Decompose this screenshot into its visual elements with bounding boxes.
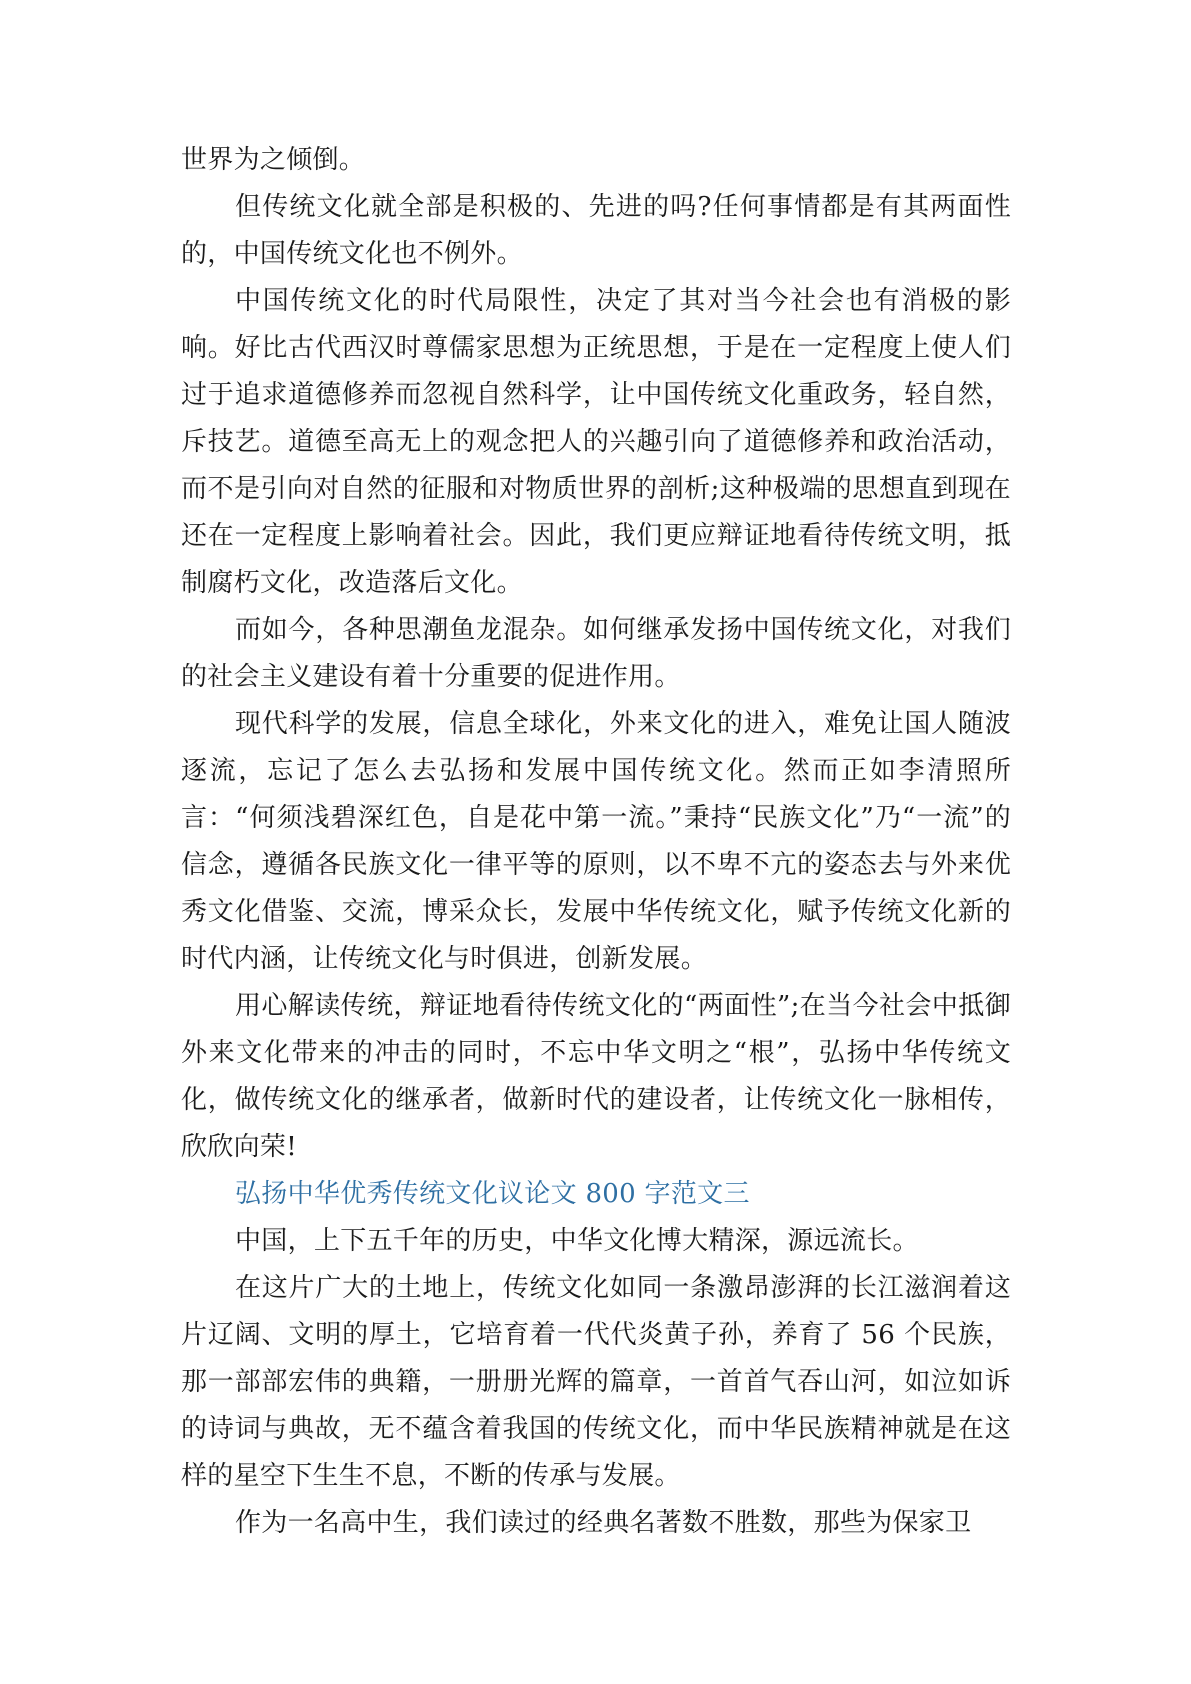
paragraph: 用心解读传统，辩证地看待传统文化的“两面性”;在当今社会中抵御外来文化带来的冲击的同时，不忘中华文明之“根”，弘扬中华传统文化，做传统文化的继承者，做新时代的建设者，让传统文化一脉相传，欣欣向荣! [181,991,1011,1162]
paragraph: 但传统文化就全部是积极的、先进的吗?任何事情都是有其两面性的，中国传统文化也不例外。 [181,192,1011,269]
paragraph: 而如今，各种思潮鱼龙混杂。如何继承发扬中国传统文化，对我们的社会主义建设有着十分重要的促进作用。 [181,615,1011,692]
paragraph: 在这片广大的土地上，传统文化如同一条激昂澎湃的长江滋润着这片辽阔、文明的厚土，它培育着一代代炎黄子孙，养育了 56 个民族，那一部部宏伟的典籍，一册册光辉的篇章，一首首气吞山河，如泣如诉的诗词与典故，无不蕴含着我国的传统文化，而中华民族精神就是在这样的星空下生生不息，不断的传承与发展。 [181,1273,1011,1491]
paragraph: 中国传统文化的时代局限性，决定了其对当今社会也有消极的影响。好比古代西汉时尊儒家思想为正统思想，于是在一定程度上使人们过于追求道德修养而忽视自然科学，让中国传统文化重政务，轻自然，斥技艺。道德至高无上的观念把人的兴趣引向了道德修养和政治活动，而不是引向对自然的征服和对物质世界的剖析;这种极端的思想直到现在还在一定程度上影响着社会。因此，我们更应辩证地看待传统文明，抵制腐朽文化，改造落后文化。 [181,286,1011,598]
paragraph: 作为一名高中生，我们读过的经典名著数不胜数，那些为保家卫 [235,1508,972,1538]
section-heading: 弘扬中华优秀传统文化议论文 800 字范文三 [235,1179,750,1209]
document-body [181,137,1011,1547]
paragraph: 现代科学的发展，信息全球化，外来文化的进入，难免让国人随波逐流，忘记了怎么去弘扬和发展中国传统文化。然而正如李清照所言：“何须浅碧深红色，自是花中第一流。”秉持“民族文化”乃“一流”的信念，遵循各民族文化一律平等的原则，以不卑不亢的姿态去与外来优秀文化借鉴、交流，博采众长，发展中华传统文化，赋予传统文化新的时代内涵，让传统文化与时俱进，创新发展。 [181,709,1011,974]
paragraph: 世界为之倾倒。 [181,145,366,175]
paragraph: 中国，上下五千年的历史，中华文化博大精深，源远流长。 [235,1226,919,1256]
